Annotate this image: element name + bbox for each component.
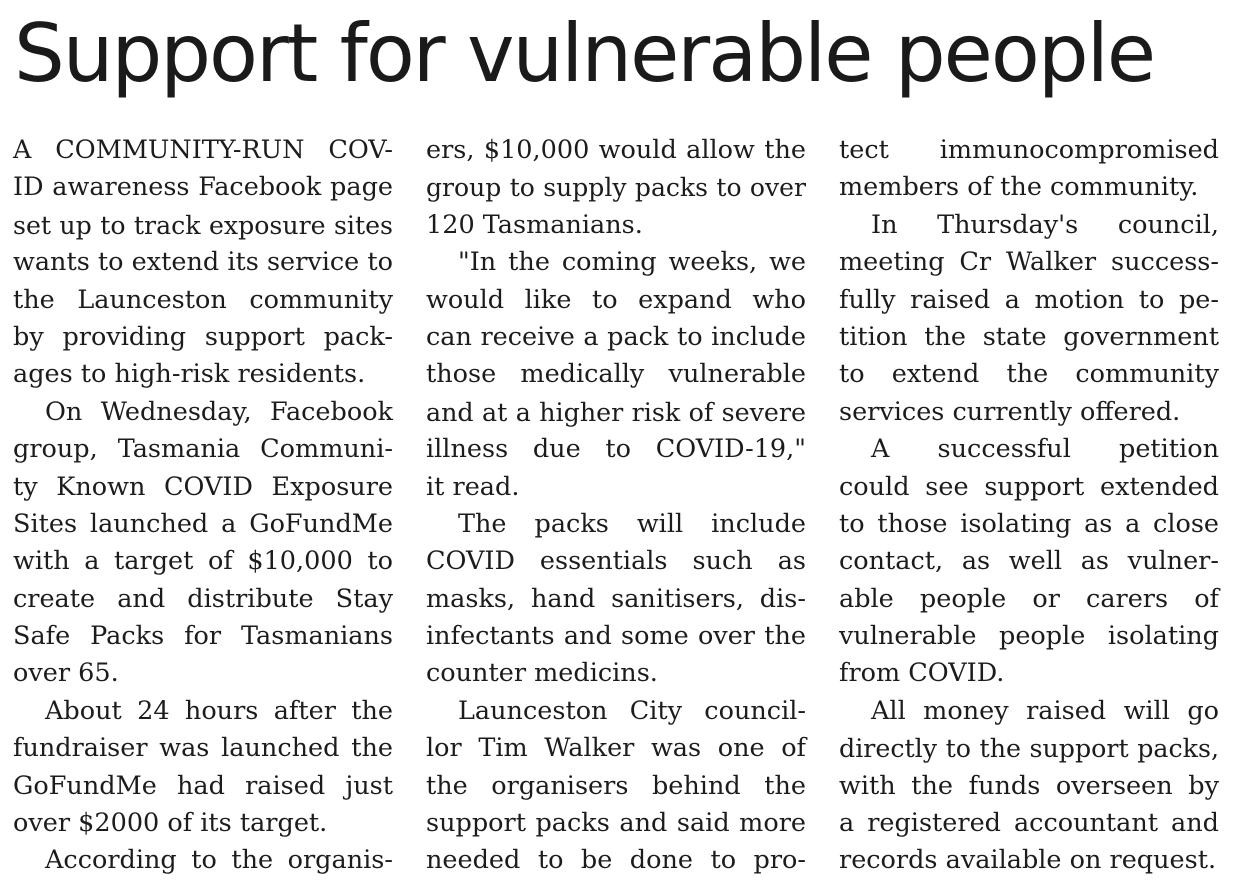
article-line: COVID essentials such as <box>426 546 806 577</box>
article-line: All money raised will go <box>871 695 1219 726</box>
article-line: over $2000 of its target. <box>13 808 328 839</box>
article-line: able people or carers of <box>839 583 1219 614</box>
headline: Support for vulnerable people <box>14 7 1155 100</box>
article-line: tect immunocompromised <box>839 135 1219 165</box>
article-line: group, Tasmania Communi- <box>13 434 393 465</box>
article-line: to those isolating as a close <box>839 508 1219 539</box>
article-column-1 <box>13 132 393 880</box>
article-line: directly to the support packs, <box>839 734 1219 764</box>
article-line: support packs and said more <box>426 808 806 839</box>
article-line: the Launceston community <box>13 284 393 315</box>
article-line: GoFundMe had raised just <box>13 770 393 801</box>
article-line: A COMMUNITY-RUN COV- <box>13 135 393 165</box>
article-line: ages to high-risk residents. <box>13 359 366 390</box>
article-line: Launceston City council- <box>458 695 806 726</box>
article-line: by providing support pack- <box>13 321 393 352</box>
article-line: A successful petition <box>871 434 1219 465</box>
article-line: lor Tim Walker was one of <box>426 733 806 764</box>
article-line: illness due to COVID-19," <box>426 434 806 465</box>
article-line: contact, as well as vulner- <box>839 546 1219 577</box>
article-line: with a target of $10,000 to <box>13 546 393 577</box>
article-line: the organisers behind the <box>426 770 806 801</box>
article-column-3 <box>839 132 1219 880</box>
article-line: 120 Tasmanians. <box>426 209 643 240</box>
article-line: create and distribute Stay <box>13 583 393 614</box>
article-line: counter medicins. <box>426 658 658 689</box>
article-line: with the funds overseen by <box>839 770 1219 801</box>
article-line: set up to track exposure sites <box>13 210 393 240</box>
article-line: Safe Packs for Tasmanians <box>13 621 393 652</box>
article-line: members of the community. <box>839 172 1199 203</box>
article-line: it read. <box>426 471 520 502</box>
article-line: could see support extended <box>839 471 1219 502</box>
article-line: would like to expand who <box>426 284 806 315</box>
article-line: meeting Cr Walker success- <box>839 247 1219 278</box>
article-line: In Thursday's council, <box>871 209 1219 240</box>
article-line: fully raised a motion to pe- <box>839 284 1219 315</box>
article-line: a registered accountant and <box>839 808 1219 839</box>
article-line: "In the coming weeks, we <box>458 247 806 278</box>
article-line: can receive a pack to include <box>426 321 806 352</box>
article-line: On Wednesday, Facebook <box>45 396 393 427</box>
article-line: fundraiser was launched the <box>13 733 393 764</box>
article-line: About 24 hours after the <box>45 695 393 726</box>
article-line: group to supply packs to over <box>426 173 806 203</box>
article-line: needed to be done to pro- <box>426 845 806 876</box>
article-line: ty Known COVID Exposure <box>13 471 393 502</box>
article-line: over 65. <box>13 658 119 689</box>
article-line: wants to extend its service to <box>13 247 393 278</box>
article-line: to extend the community <box>839 359 1219 390</box>
article-line: services currently offered. <box>839 396 1181 427</box>
article-line: records available on request. <box>839 845 1217 876</box>
article-line: those medically vulnerable <box>426 359 806 390</box>
article-line: tition the state government <box>839 321 1219 352</box>
article-line: The packs will include <box>458 508 806 539</box>
article-line: ers, $10,000 would allow the <box>426 135 806 165</box>
article-line: masks, hand sanitisers, dis- <box>426 583 806 614</box>
article-column-2 <box>426 132 806 880</box>
article-line: infectants and some over the <box>426 621 806 652</box>
article-line: Sites launched a GoFundMe <box>13 508 393 539</box>
article-line: vulnerable people isolating <box>839 621 1219 652</box>
article-line: According to the organis- <box>45 845 393 876</box>
article-line: from COVID. <box>839 658 1005 689</box>
article-line: and at a higher risk of severe <box>426 396 806 427</box>
article-line: ID awareness Facebook page <box>13 172 393 203</box>
